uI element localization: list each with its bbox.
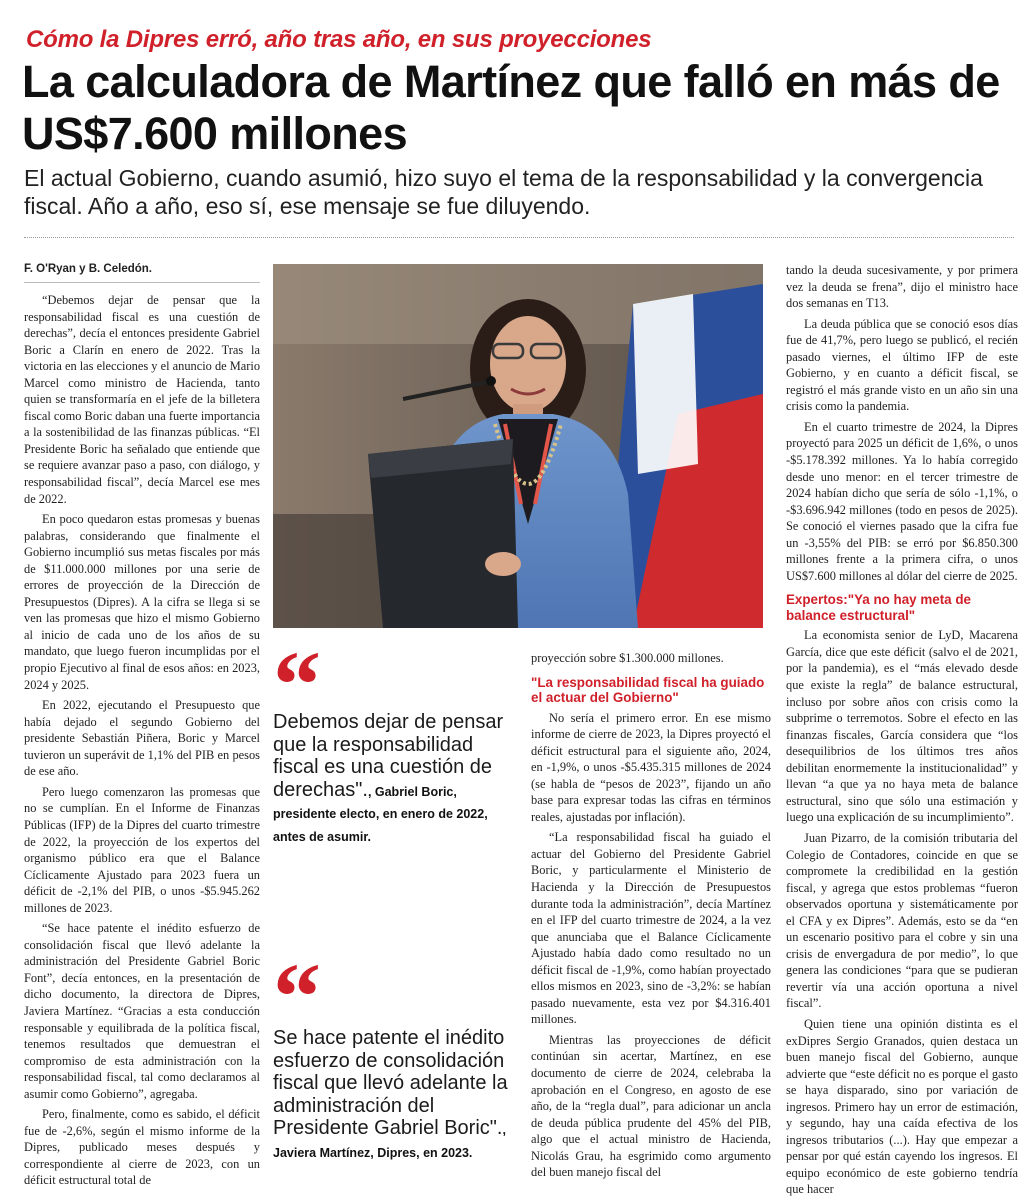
quote-mark-icon: “ xyxy=(273,631,315,738)
pull-quote-boric xyxy=(273,631,518,846)
photo-speaker-at-podium xyxy=(273,264,763,628)
pull-quote-attribution: , Gabriel Boric, presidente electo, en enero de 2022, antes de asumir. xyxy=(273,784,488,844)
pull-quote-text xyxy=(273,1027,518,1162)
pull-quote-quote: Se hace patente el inédito esfuerzo de consolidación fiscal que llevó adelante la administración del Presidente Gabriel Boric". xyxy=(273,1027,508,1139)
deck: El actual Gobierno, cuando asumió, hizo suyo el tema de la responsabilidad y la convergencia fiscal. Año a año, eso sí, ese mensaje se fue diluyendo. xyxy=(24,165,983,219)
paragraph: En poco quedaron estas promesas y buenas palabras, considerando que finalmente el Gobierno incumplió sus metas fiscales por más de $11.000.000 millones por una serie de errores de proyección de la Dirección de Presupuestos (Dipres). A la cifra se llega si se ven las promesas que hizo el mismo Gobierno al inicio de cada uno de los años de su mandato, que luego fueron incumplidas por el propio Ejecutivo al final de esos años: en 2023, 2024 y 2025. xyxy=(24,512,260,692)
headline: La calculadora de Martínez que falló en más de US$7.600 millones xyxy=(22,56,1000,159)
paragraph: “Se hace patente el inédito esfuerzo de consolidación fiscal que llevó adelante la administración del Presidente Gabriel Boric Font”, decía entonces, en la presentación de dicho documento, la directora de Dipres, Javiera Martínez. “Gracias a esta conducción responsable y equilibrada de la política fiscal, tenemos resultados que demuestran el compromiso de esta administración con la responsabilidad fiscal, tal como declaramos al asumir como Gobierno”, agregaba. xyxy=(24,921,260,1101)
paragraph: tando la deuda sucesivamente, y por primera vez la deuda se frena”, dijo el ministro hace dos semanas en T13. xyxy=(786,263,1018,311)
paragraph: La deuda pública que se conoció esos días fue de 41,7%, pero luego se publicó, el recién pasado viernes, el último IFP de este Gobierno, y en cuanto a déficit fiscal, se registró el más grande visto en un año sin una crisis como la pandemia. xyxy=(786,316,1018,414)
paragraph: Mientras las proyecciones de déficit continúan sin acertar, Martínez, en ese documento de cierre de 2024, celebraba la aprobación en el Congreso, en agosto de ese año, de la “regla dual”, para adicionar un ancla de deuda pública prudente del 45% del PIB, algo que el actual ministro de Hacienda, Nicolás Grau, ha esgrimido como argumento del buen manejo fiscal del xyxy=(531,1032,771,1180)
paragraph: “La responsabilidad fiscal ha guiado el actuar del Gobierno del Presidente Gabriel Boric, y particularmente el Ministerio de Hacienda y la Dirección de Presupuestos durante toda la administración”, decía Martínez en el IFP del cuarto trimestre de 2024, a la vez que anunciaba que el Balance Cíclicamente Ajustado había dado como resultado no un déficit fiscal de -1,9%, como habían proyectado ellos mismos en 2023, sino de -3,2%: se habían pasado nuevamente, esta vez por $4.316.401 millones. xyxy=(531,830,771,1027)
article-column-1 xyxy=(24,292,260,1200)
quote-mark-icon: “ xyxy=(273,943,315,1050)
article-photo xyxy=(273,264,763,628)
paragraph: Juan Pizarro, de la comisión tributaria del Colegio de Contadores, coincide en que se compromete la credibilidad en la gestión fiscal, y agrega que estos problemas “fueron observados oportuna y sistemáticamente por el CFA y ex Dipres”. Además, esto se da “en un escenario positivo para el cobre y sin una crisis de envergadura de por medio”, lo que genera las condiciones “para que se pudieran revertir vía una acción oportuna a nivel fiscal”. xyxy=(786,830,1018,1011)
subhead: Expertos:"Ya no hay meta de balance estructural" xyxy=(786,592,971,623)
pull-quote-text xyxy=(273,711,518,846)
byline: F. O'Ryan y B. Celedón. xyxy=(24,263,152,275)
paragraph: Quien tiene una opinión distinta es el exDipres Sergio Granados, quien destaca un buen manejo fiscal del Gobierno, aunque advierte que “este déficit no es porque el gasto se haya disparado, sino por variación de ingresos. Primero hay un error de estimación, y segundo, hay una caída efectiva de los ingresos tributarios (...). Hay que empezar a pensar por qué están cayendo los ingresos. El equipo económico de este gobierno tendría que hacer xyxy=(786,1016,1018,1197)
kicker: Cómo la Dipres erró, año tras año, en sus proyecciones xyxy=(26,26,652,53)
paragraph: proyección sobre $1.300.000 millones. xyxy=(531,651,724,665)
article-column-3 xyxy=(531,650,771,1200)
paragraph: En 2022, ejecutando el Presupuesto que había dejado el segundo Gobierno del presidente Sebastián Piñera, Boric y Marcel tuvieron un superávit de 1,1% del PIB en pesos de ese año. xyxy=(24,698,260,779)
paragraph: Pero, finalmente, como es sabido, el déficit fue de -2,6%, según el mismo informe de la Dipres, publicado meses después y correspondiente al cierre de 2023, con un déficit estructural total de xyxy=(24,1107,260,1188)
paragraph: Pero luego comenzaron las promesas que no se cumplían. En el Informe de Finanzas Públicas (IFP) de la Dipres del cuarto trimestre de 2022, la proyección de los expertos del organismo público era que el Balance Cíclicamente Ajustado para 2023 fuera un déficit de -2,1% del PIB, o unos -$5.945.262 millones de 2023. xyxy=(24,784,260,915)
article-column-4 xyxy=(786,262,1018,1200)
paragraph: La economista senior de LyD, Macarena García, dice que este déficit (salvo el de 2021, por la pandemia), es el “más elevado desde que existe la regla” de balance estructural, incluso por sobre años con crisis como la subprime o terremotos. Sobre el efecto en las finanzas fiscales, García considera que “los desequilibrios de los últimos tres años debilitan enormemente la institucionalidad” y llevan “a que ya no haya meta de balance estructural, sino que sólo una estimación y luego una explicación de su incumplimiento”. xyxy=(786,628,1018,825)
pull-quote-attribution: , Javiera Martínez, Dipres, en 2023. xyxy=(273,1123,506,1160)
paragraph: “Debemos dejar de pensar que la responsabilidad fiscal es una cuestión de derechas”, decía el entonces presidente Gabriel Boric a Clarín en enero de 2022. Tras la victoria en las elecciones y el anuncio de Mario Marcel como ministro de Hacienda, tanto quien se transformaría en el jefe de la billetera fiscal como Boric daban una fuerte importancia a la sostenibilidad de las finanzas públicas. “El Presidente Boric ha señalado que entiende que se requiere avanzar paso a paso, con diálogo, y responsabilidad fiscal”, decía Marcel ese mes de 2022. xyxy=(24,293,260,506)
pull-quote-quote: Debemos dejar de pensar que la responsabilidad fiscal es una cuestión de derechas". xyxy=(273,711,504,801)
paragraph: No sería el primero error. En ese mismo informe de cierre de 2023, la Dipres proyectó el déficit estructural para el siguiente año, 2024, en -1,9%, o unos -$5.435.315 millones de 2024 (se habla de “pesos de 2023”, fijando un año base para expresar todas las cifras en términos reales, ajustadas por inflación). xyxy=(531,710,771,824)
paragraph: En el cuarto trimestre de 2024, la Dipres proyectó para 2025 un déficit de 1,6%, o unos -$5.178.392 millones. Ya lo había corregido desde uno menor: en el tercer trimestre de 2024 habían dicho que sería de sólo -1,1%, o -$3.696.942 millones (todo en pesos de 2025). Se conoció el viernes pasado que la cifra fue un -3,55% del PIB: se erró por $6.850.300 millones frente a la primera cifra, o unos US$7.600 millones al dólar del cierre de 2025. xyxy=(786,419,1018,583)
pull-quote-martinez xyxy=(273,943,518,1162)
byline-divider xyxy=(24,282,260,283)
header-divider xyxy=(24,237,1014,238)
subhead: "La responsabilidad fiscal ha guiado el actuar del Gobierno" xyxy=(531,674,765,706)
